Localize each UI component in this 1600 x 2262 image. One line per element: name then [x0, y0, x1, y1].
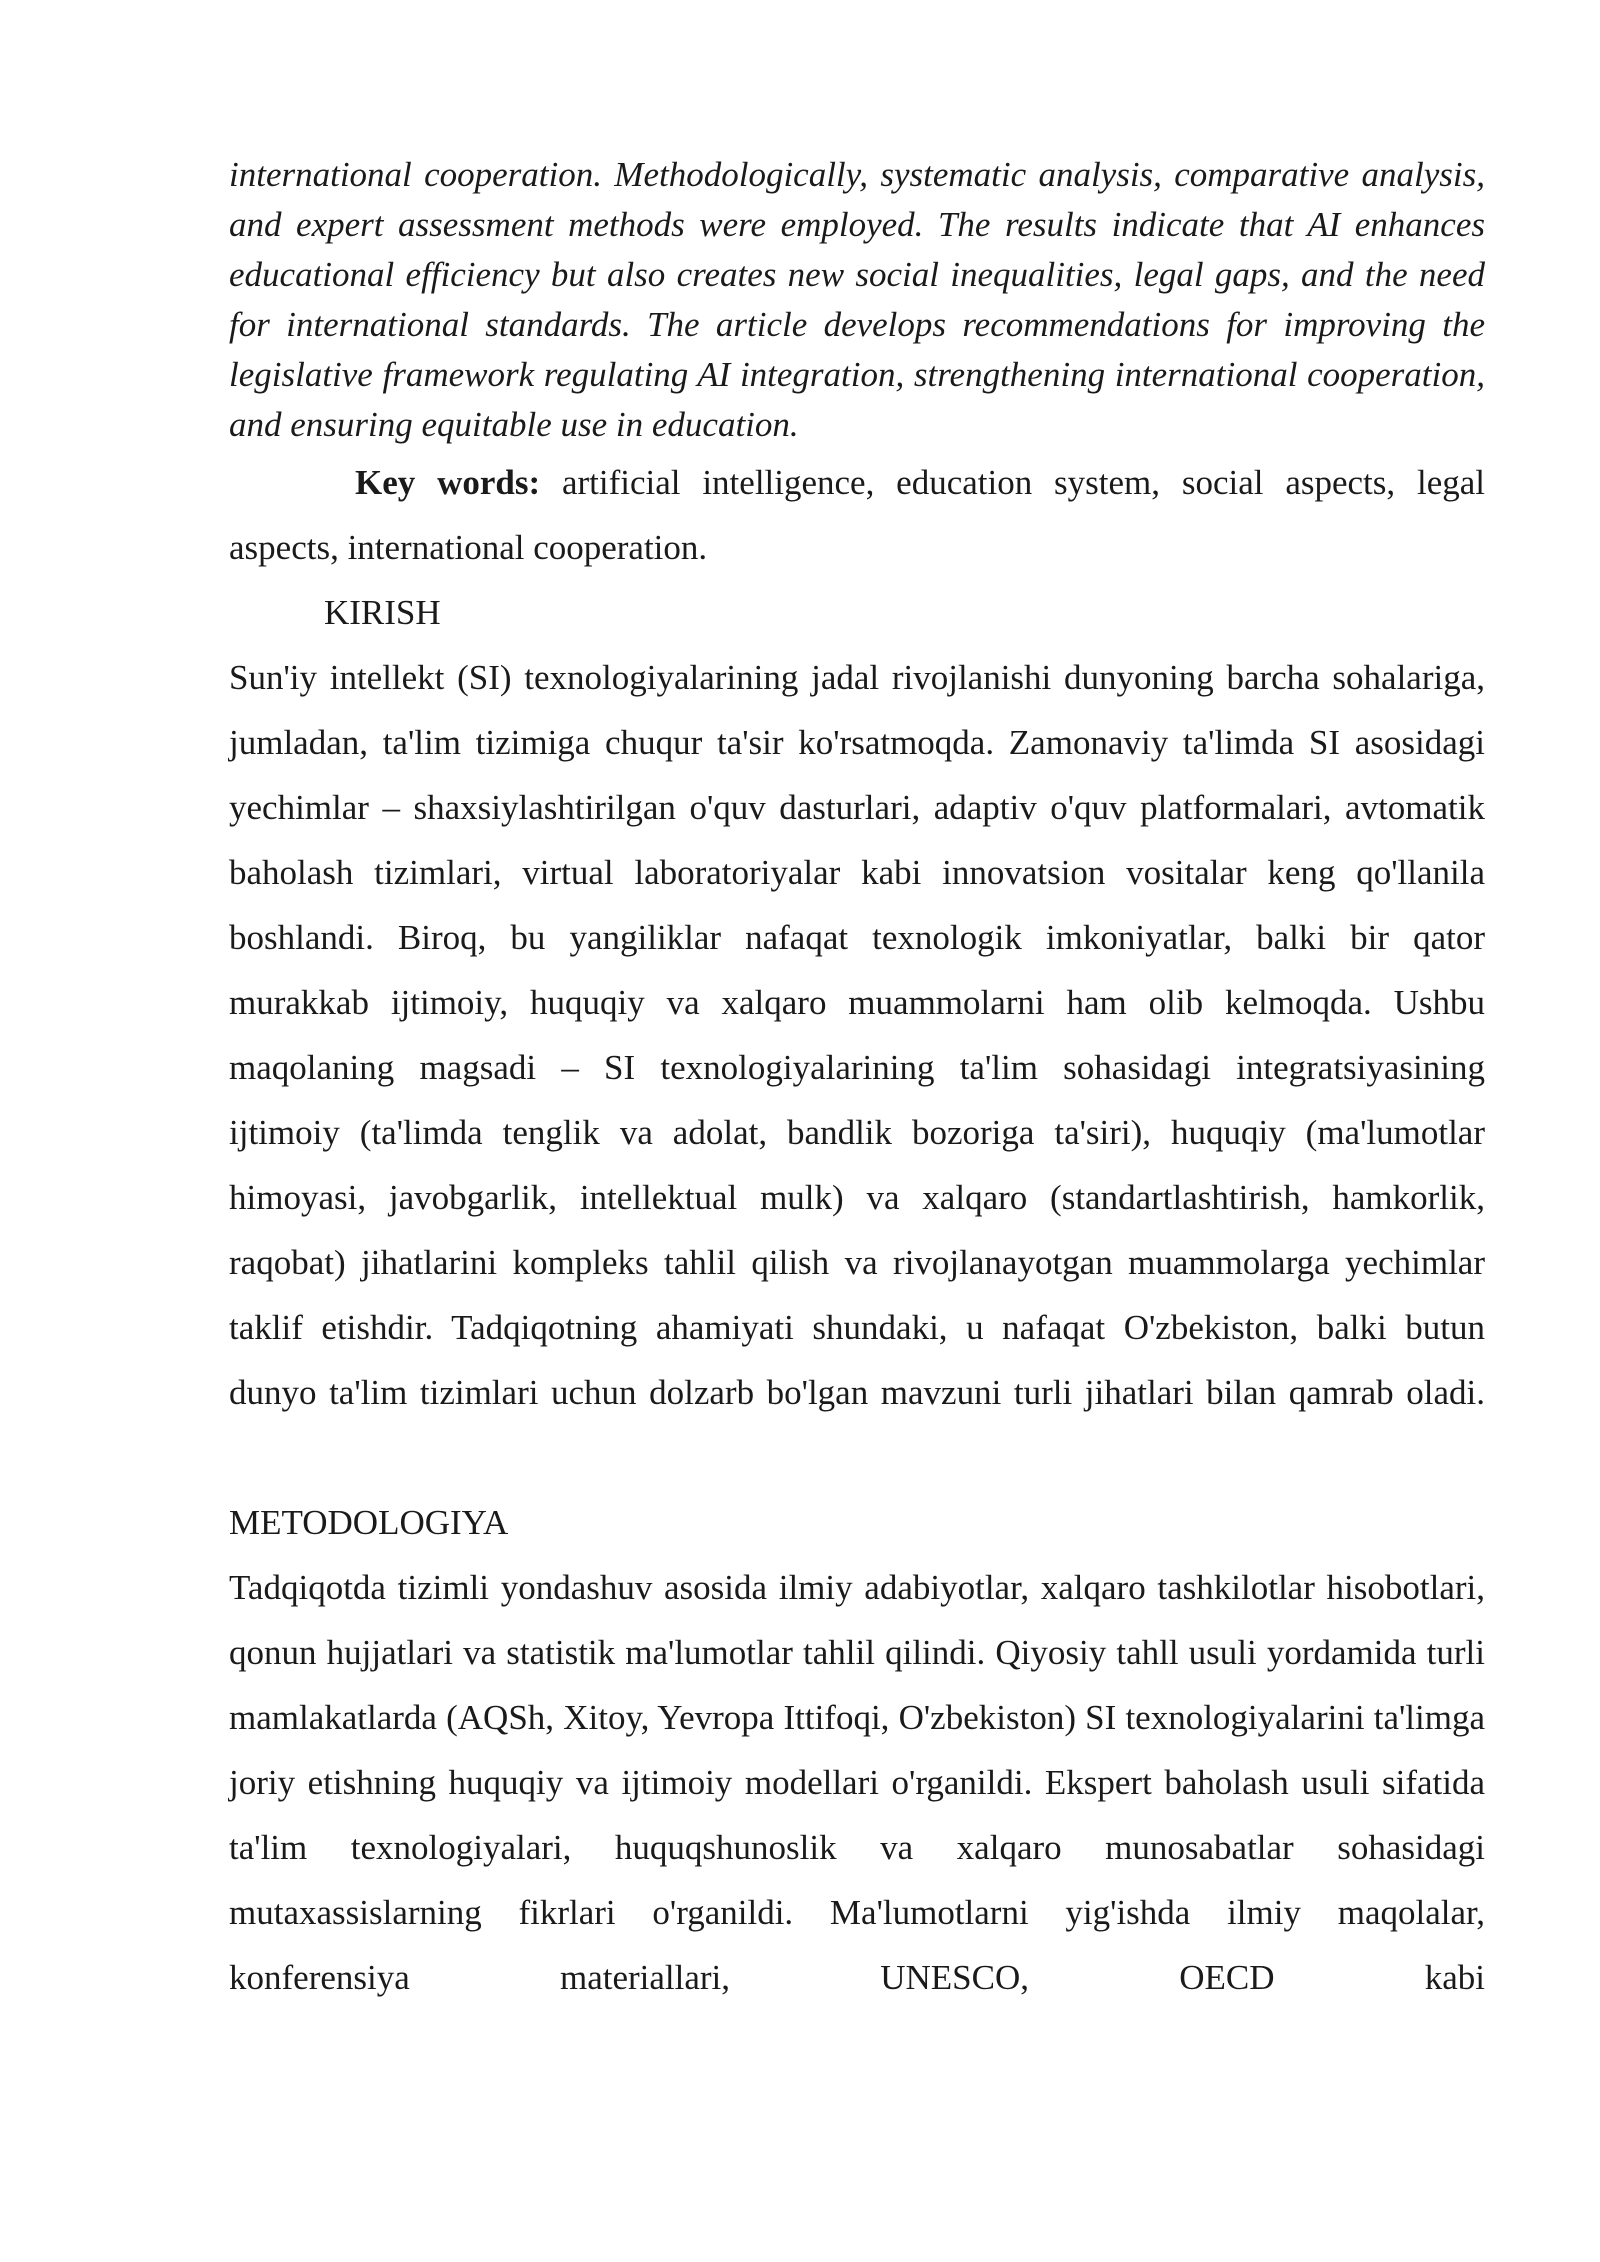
keywords-label: Key words: — [355, 463, 541, 502]
keywords-text: artificial intelligence, education system, social aspects, legal aspects, international cooperation. — [229, 463, 1485, 567]
methodology-heading: METODOLOGIYA — [229, 1503, 509, 1542]
abstract-paragraph: international cooperation. Methodologically, systematic analysis, comparative analysis, and expert assessment methods were employed. The results indicate that AI enhances educational efficiency but also creates new social inequalities, legal gaps, and the need for international standards. The article develops recommendations for improving the legislative framework regulating AI integration, strengthening international cooperation, and ensuring equitable use in education. — [229, 155, 1485, 444]
methodology-paragraph: Tadqiqotda tizimli yondashuv asosida ilmiy adabiyotlar, xalqaro tashkilotlar hisobotlari, qonun hujjatlari va statistik ma'lumotlar tahlil qilindi. Qiyosiy tahll usuli yordamida turli mamlakatlarda (AQSh, Xitoy, Yevropa Ittifoqi, O'zbekiston) SI texnologiyalarini ta'limga joriy etishning huquqiy va ijtimoiy modellari o'rganildi. Ekspert baholash usuli sifatida ta'lim texnologiyalari, huquqshunoslik va xalqaro munosabatlar sohasidagi mutaxassislarning fikrlari o'rganildi. Ma'lumotlarni yig'ishda ilmiy maqolalar, konferensiya materiallari, UNESCO, OECD kabi — [229, 1568, 1485, 1997]
document-page — [229, 150, 1485, 2010]
intro-paragraph: Sun'iy intellekt (SI) texnologiyalarining jadal rivojlanishi dunyoning barcha sohalariga, jumladan, ta'lim tizimiga chuqur ta'sir ko'rsatmoqda. Zamonaviy ta'limda SI asosidagi yechimlar – shaxsiylashtirilgan o'quv dasturlari, adaptiv o'quv platformalari, avtomatik baholash tizimlari, virtual laboratoriyalar kabi innovatsion vositalar keng qo'llanila boshlandi. Biroq, bu yangiliklar nafaqat texnologik imkoniyatlar, balki bir qator murakkab ijtimoiy, huquqiy va xalqaro muammolarni ham olib kelmoqda. Ushbu maqolaning magsadi – SI texnologiyalarining ta'lim sohasidagi integratsiyasining ijtimoiy (ta'limda tenglik va adolat, bandlik bozoriga ta'siri), huquqiy (ma'lumotlar himoyasi, javobgarlik, intellektual mulk) va xalqaro (standartlashtirish, hamkorlik, raqobat) jihatlarini kompleks tahlil qilish va rivojlanayotgan muammolarga yechimlar taklif etishdir. Tadqiqotning ahamiyati shundaki, u nafaqat O'zbekiston, balki butun dunyo ta'lim tizimlari uchun dolzarb bo'lgan mavzuni turli jihatlari bilan qamrab oladi. — [229, 658, 1485, 1412]
intro-heading: KIRISH — [324, 593, 441, 632]
keywords-paragraph — [229, 450, 1485, 580]
